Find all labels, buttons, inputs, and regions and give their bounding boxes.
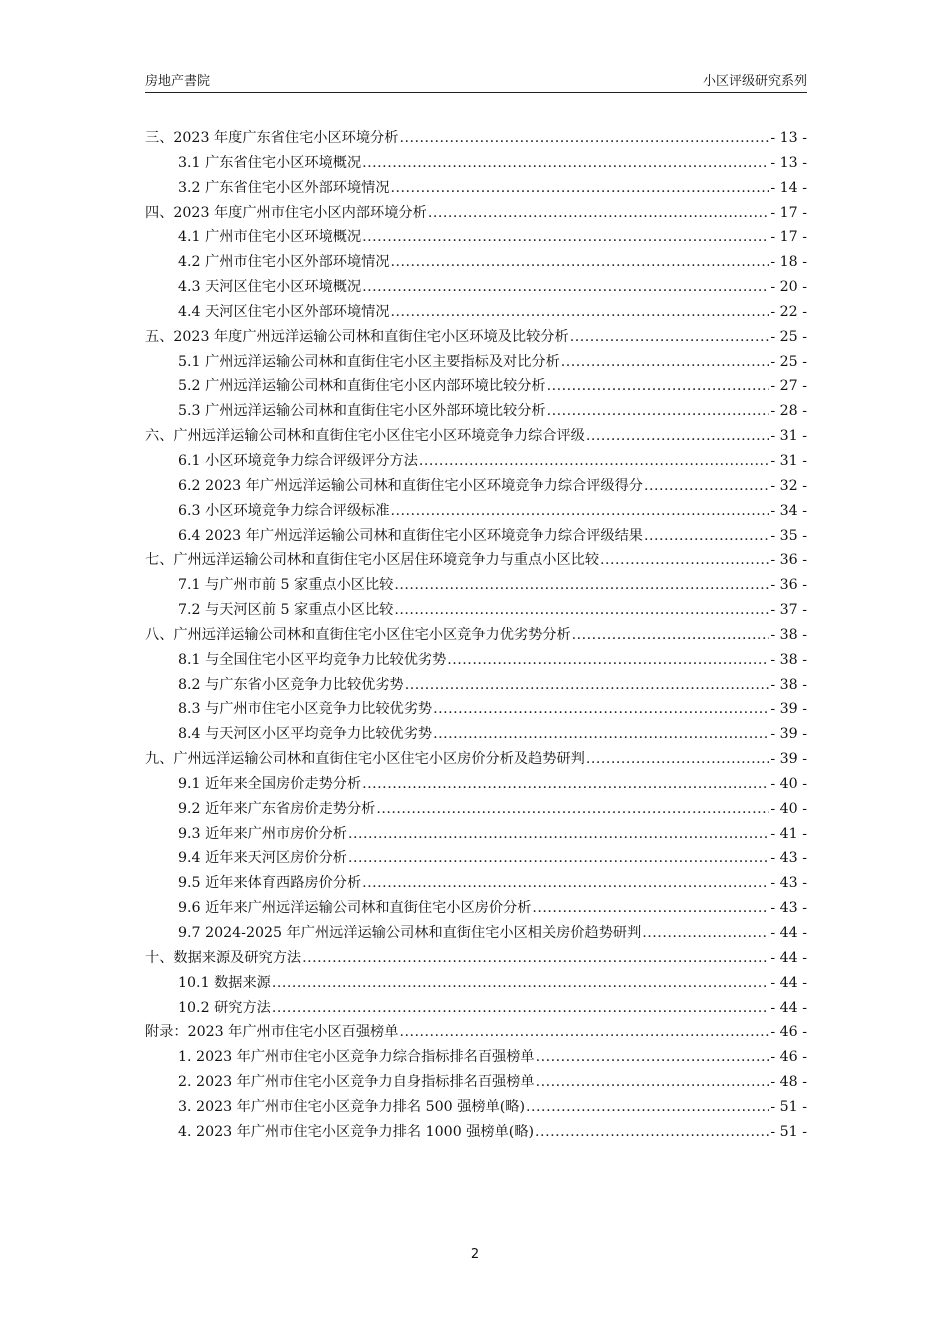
toc-entry-title: 3.1 广东省住宅小区环境概况 — [178, 154, 362, 171]
toc-section-entry[interactable] — [145, 1070, 807, 1095]
toc-chapter-entry[interactable] — [145, 424, 807, 449]
toc-section-entry[interactable] — [145, 499, 807, 524]
toc-dot-leader — [536, 1045, 770, 1070]
toc-entry-title: 5.2 广州远洋运输公司林和直街住宅小区内部环境比较分析 — [178, 378, 546, 395]
toc-entry-title: 4. 2023 年广州市住宅小区竞争力排名 1000 强榜单(略) — [178, 1123, 535, 1140]
toc-entry-page: - 25 - — [770, 328, 807, 345]
toc-entry-title: 9.5 近年来体育西路房价分析 — [178, 875, 362, 892]
toc-entry-page: - 20 - — [770, 279, 807, 296]
toc-dot-leader — [405, 673, 770, 698]
toc-dot-leader — [272, 971, 769, 996]
toc-section-entry[interactable] — [145, 374, 807, 399]
toc-entry-page: - 36 - — [770, 552, 807, 569]
toc-section-entry[interactable] — [145, 1120, 807, 1145]
toc-dot-leader — [394, 573, 769, 598]
toc-entry-title: 三、2023 年度广东省住宅小区环境分析 — [145, 130, 399, 146]
toc-dot-leader — [586, 747, 770, 772]
toc-section-entry[interactable] — [145, 1045, 807, 1070]
toc-dot-leader — [600, 548, 769, 573]
toc-section-entry[interactable] — [145, 871, 807, 896]
toc-section-entry[interactable] — [145, 250, 807, 275]
toc-dot-leader — [399, 1020, 769, 1045]
toc-entry-page: - 38 - — [770, 626, 807, 643]
toc-dot-leader — [547, 374, 770, 399]
toc-dot-leader — [526, 1095, 769, 1120]
toc-dot-leader — [419, 449, 769, 474]
toc-entry-title: 八、广州远洋运输公司林和直街住宅小区住宅小区竞争力优劣势分析 — [145, 626, 571, 643]
toc-entry-page: - 51 - — [770, 1098, 807, 1115]
toc-entry-title: 五、2023 年度广州远洋运输公司林和直街住宅小区环境及比较分析 — [145, 328, 569, 345]
toc-entry-title: 6.3 小区环境竞争力综合评级标准 — [178, 502, 390, 519]
toc-chapter-entry[interactable] — [145, 201, 807, 226]
toc-dot-leader — [302, 946, 769, 971]
toc-entry-title: 附录：2023 年广州市住宅小区百强榜单 — [145, 1024, 399, 1041]
toc-dot-leader — [547, 399, 770, 424]
toc-entry-page: - 31 - — [770, 452, 807, 469]
toc-dot-leader — [272, 996, 769, 1021]
toc-entry-title: 6.1 小区环境竞争力综合评级评分方法 — [178, 452, 418, 469]
toc-section-entry[interactable] — [145, 300, 807, 325]
toc-entry-page: - 46 - — [770, 1049, 807, 1066]
table-of-contents — [145, 126, 807, 1145]
toc-entry-page: - 43 - — [770, 875, 807, 892]
toc-entry-page: - 39 - — [770, 726, 807, 743]
toc-entry-page: - 44 - — [770, 999, 807, 1016]
toc-dot-leader — [433, 722, 769, 747]
toc-entry-page: - 27 - — [770, 378, 807, 395]
toc-entry-title: 9.6 近年来广州远洋运输公司林和直街住宅小区房价分析 — [178, 900, 532, 917]
toc-entry-title: 7.2 与天河区前 5 家重点小区比较 — [178, 602, 394, 619]
page-header — [145, 68, 807, 93]
toc-chapter-entry[interactable] — [145, 126, 807, 151]
toc-section-entry[interactable] — [145, 722, 807, 747]
toc-section-entry[interactable] — [145, 921, 807, 946]
toc-section-entry[interactable] — [145, 176, 807, 201]
page-number: 2 — [470, 1247, 480, 1262]
toc-dot-leader — [362, 151, 769, 176]
toc-entry-title: 9.4 近年来天河区房价分析 — [178, 850, 347, 867]
toc-entry-title: 5.1 广州远洋运输公司林和直街住宅小区主要指标及对比分析 — [178, 353, 560, 370]
toc-chapter-entry[interactable] — [145, 1020, 807, 1045]
toc-entry-title: 9.2 近年来广东省房价走势分析 — [178, 800, 376, 817]
toc-entry-title: 四、2023 年度广州市住宅小区内部环境分析 — [145, 204, 427, 221]
toc-dot-leader — [428, 201, 770, 226]
toc-dot-leader — [644, 524, 769, 549]
toc-section-entry[interactable] — [145, 996, 807, 1021]
toc-dot-leader — [536, 1070, 770, 1095]
toc-section-entry[interactable] — [145, 474, 807, 499]
toc-section-entry[interactable] — [145, 1095, 807, 1120]
toc-chapter-entry[interactable] — [145, 623, 807, 648]
toc-dot-leader — [391, 300, 770, 325]
toc-entry-title: 10.2 研究方法 — [178, 999, 271, 1016]
toc-entry-title: 9.7 2024-2025 年广州远洋运输公司林和直街住宅小区相关房价趋势研判 — [178, 925, 642, 941]
toc-dot-leader — [433, 697, 769, 722]
toc-entry-page: - 25 - — [770, 353, 807, 370]
toc-dot-leader — [348, 846, 769, 871]
toc-section-entry[interactable] — [145, 971, 807, 996]
toc-dot-leader — [362, 225, 769, 250]
toc-dot-leader — [644, 474, 769, 499]
toc-chapter-entry[interactable] — [145, 946, 807, 971]
toc-section-entry[interactable] — [145, 896, 807, 921]
toc-entry-page: - 38 - — [770, 651, 807, 668]
toc-entry-title: 8.3 与广州市住宅小区竞争力比较优劣势 — [178, 701, 433, 718]
toc-entry-title: 六、广州远洋运输公司林和直街住宅小区住宅小区环境竞争力综合评级 — [145, 428, 585, 445]
toc-section-entry[interactable] — [145, 275, 807, 300]
toc-section-entry[interactable] — [145, 673, 807, 698]
toc-entry-page: - 40 - — [770, 800, 807, 817]
toc-dot-leader — [561, 350, 770, 375]
toc-dot-leader — [362, 871, 769, 896]
toc-section-entry[interactable] — [145, 573, 807, 598]
toc-section-entry[interactable] — [145, 399, 807, 424]
toc-entry-page: - 14 - — [770, 179, 807, 196]
toc-dot-leader — [586, 424, 770, 449]
toc-section-entry[interactable] — [145, 648, 807, 673]
toc-entry-page: - 13 - — [770, 130, 807, 146]
toc-entry-page: - 46 - — [770, 1024, 807, 1041]
toc-dot-leader — [391, 250, 770, 275]
toc-dot-leader — [362, 275, 769, 300]
toc-entry-title: 4.2 广州市住宅小区外部环境情况 — [178, 254, 390, 271]
toc-entry-title: 1. 2023 年广州市住宅小区竞争力综合指标排名百强榜单 — [178, 1049, 535, 1066]
toc-dot-leader — [391, 176, 770, 201]
toc-section-entry[interactable] — [145, 772, 807, 797]
toc-entry-page: - 41 - — [770, 825, 807, 842]
toc-entry-title: 3.2 广东省住宅小区外部环境情况 — [178, 179, 390, 196]
toc-entry-title: 4.3 天河区住宅小区环境概况 — [178, 279, 362, 296]
toc-entry-page: - 40 - — [770, 775, 807, 792]
toc-entry-title: 九、广州远洋运输公司林和直街住宅小区住宅小区房价分析及趋势研判 — [145, 751, 585, 768]
toc-entry-title: 十、数据来源及研究方法 — [145, 949, 302, 966]
toc-entry-title: 4.1 广州市住宅小区环境概况 — [178, 229, 362, 246]
toc-dot-leader — [535, 1120, 769, 1145]
toc-entry-title: 七、广州远洋运输公司林和直街住宅小区居住环境竞争力与重点小区比较 — [145, 552, 600, 569]
toc-section-entry[interactable] — [145, 151, 807, 176]
toc-entry-title: 4.4 天河区住宅小区外部环境情况 — [178, 303, 390, 320]
toc-dot-leader — [376, 797, 769, 822]
toc-entry-title: 8.4 与天河区小区平均竞争力比较优劣势 — [178, 726, 433, 743]
toc-dot-leader — [362, 772, 769, 797]
toc-dot-leader — [532, 896, 769, 921]
toc-entry-page: - 22 - — [770, 303, 807, 320]
toc-entry-title: 8.2 与广东省小区竞争力比较优劣势 — [178, 676, 404, 693]
toc-entry-page: - 44 - — [770, 949, 807, 966]
toc-entry-page: - 44 - — [770, 974, 807, 991]
toc-dot-leader — [642, 921, 769, 946]
toc-section-entry[interactable] — [145, 449, 807, 474]
toc-dot-leader — [394, 598, 769, 623]
toc-entry-page: - 18 - — [770, 254, 807, 271]
toc-entry-title: 3. 2023 年广州市住宅小区竞争力排名 500 强榜单(略) — [178, 1098, 526, 1115]
toc-section-entry[interactable] — [145, 822, 807, 847]
toc-dot-leader — [570, 325, 770, 350]
toc-entry-page: - 43 - — [770, 850, 807, 867]
toc-entry-page: - 36 - — [770, 577, 807, 594]
toc-entry-page: - 32 - — [770, 477, 807, 494]
toc-dot-leader — [447, 648, 769, 673]
toc-entry-title: 10.1 数据来源 — [178, 974, 271, 991]
toc-entry-page: - 39 - — [770, 751, 807, 768]
toc-section-entry[interactable] — [145, 846, 807, 871]
toc-entry-title: 7.1 与广州市前 5 家重点小区比较 — [178, 577, 394, 594]
toc-section-entry[interactable] — [145, 350, 807, 375]
header-series-title: 小区评级研究系列 — [702, 74, 807, 89]
toc-dot-leader — [348, 822, 769, 847]
toc-entry-title: 9.1 近年来全国房价走势分析 — [178, 775, 362, 792]
toc-section-entry[interactable] — [145, 524, 807, 549]
toc-entry-page: - 34 - — [770, 502, 807, 519]
toc-entry-page: - 48 - — [770, 1074, 807, 1091]
toc-entry-title: 6.2 2023 年广州远洋运输公司林和直街住宅小区环境竞争力综合评级得分 — [178, 477, 643, 494]
toc-chapter-entry[interactable] — [145, 325, 807, 350]
toc-entry-title: 9.3 近年来广州市房价分析 — [178, 825, 347, 842]
toc-section-entry[interactable] — [145, 797, 807, 822]
toc-entry-page: - 37 - — [770, 602, 807, 619]
toc-entry-page: - 44 - — [770, 925, 807, 941]
toc-entry-page: - 17 - — [770, 229, 807, 246]
toc-entry-title: 8.1 与全国住宅小区平均竞争力比较优劣势 — [178, 651, 447, 668]
toc-entry-page: - 51 - — [770, 1123, 807, 1140]
toc-chapter-entry[interactable] — [145, 548, 807, 573]
toc-entry-title: 5.3 广州远洋运输公司林和直街住宅小区外部环境比较分析 — [178, 403, 546, 420]
toc-section-entry[interactable] — [145, 697, 807, 722]
toc-section-entry[interactable] — [145, 225, 807, 250]
toc-entry-title: 2. 2023 年广州市住宅小区竞争力自身指标排名百强榜单 — [178, 1074, 535, 1091]
toc-entry-page: - 38 - — [770, 676, 807, 693]
toc-dot-leader — [399, 126, 769, 151]
toc-entry-page: - 39 - — [770, 701, 807, 718]
toc-entry-page: - 13 - — [770, 154, 807, 171]
header-publisher: 房地产書院 — [145, 74, 211, 89]
toc-entry-page: - 28 - — [770, 403, 807, 420]
toc-chapter-entry[interactable] — [145, 747, 807, 772]
toc-entry-page: - 31 - — [770, 428, 807, 445]
toc-entry-title: 6.4 2023 年广州远洋运输公司林和直街住宅小区环境竞争力综合评级结果 — [178, 527, 643, 544]
toc-entry-page: - 35 - — [770, 527, 807, 544]
toc-dot-leader — [391, 499, 770, 524]
toc-dot-leader — [572, 623, 770, 648]
toc-entry-page: - 17 - — [770, 204, 807, 221]
toc-entry-page: - 43 - — [770, 900, 807, 917]
toc-section-entry[interactable] — [145, 598, 807, 623]
